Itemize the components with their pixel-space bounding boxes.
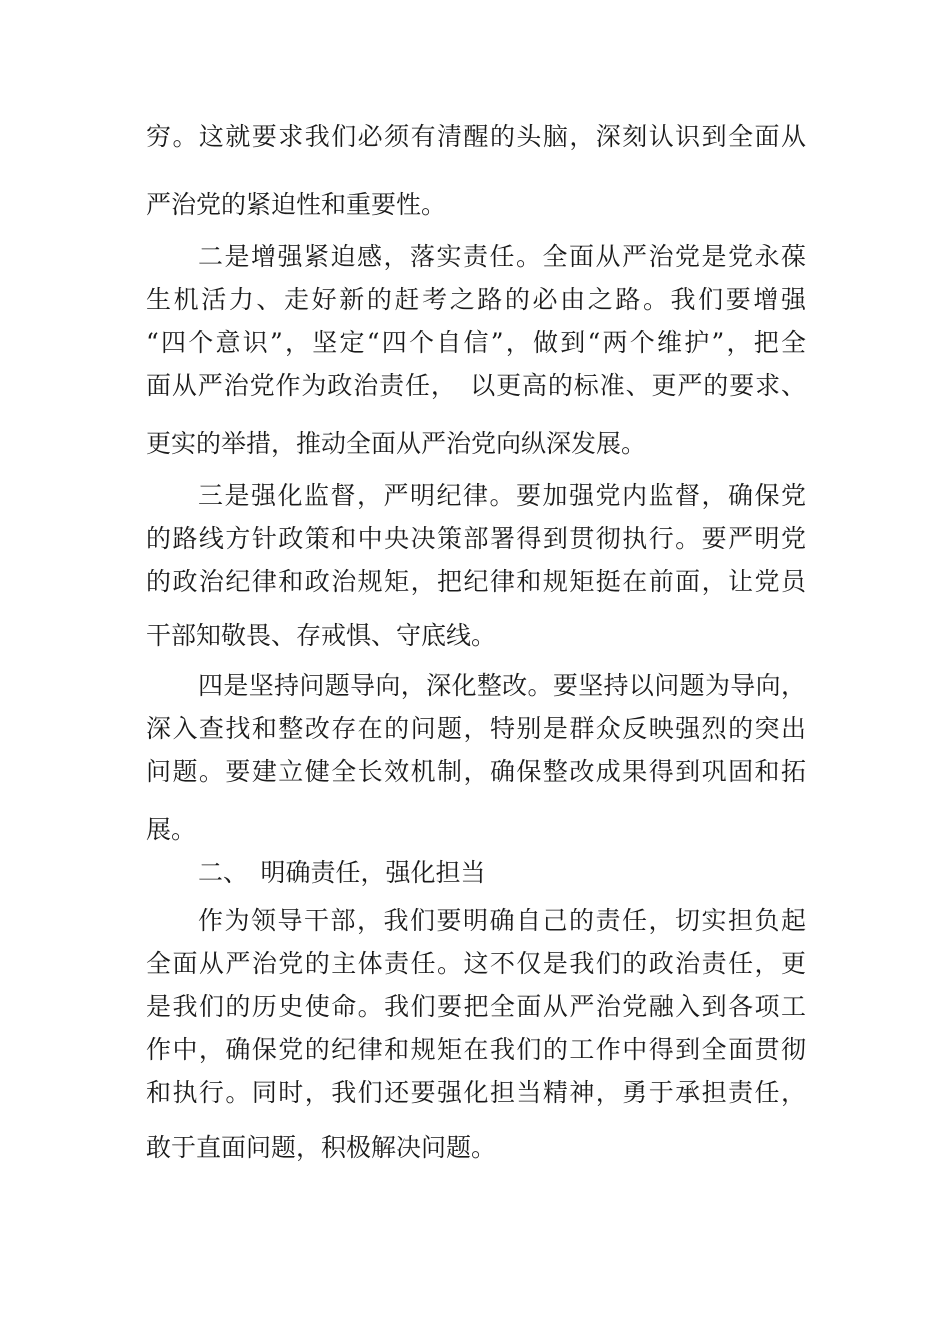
paragraph-line: 和执行。同时，我们还要强化担当精神，勇于承担责任， [146,1078,806,1107]
paragraph-line: “四个意识”，坚定“四个自信”，做到“两个维护”，把全 [146,328,806,357]
paragraph-line: 作为领导干部，我们要明确自己的责任，切实担负起 [198,906,806,935]
paragraph-line: 干部知敬畏、存戒惧、守底线。 [146,621,497,650]
paragraph-line: 严治党的紧迫性和重要性。 [146,190,447,219]
paragraph-line: 深入查找和整改存在的问题，特别是群众反映强烈的突出 [146,714,806,743]
paragraph-line: 的路线方针政策和中央决策部署得到贯彻执行。要严明党 [146,524,806,553]
paragraph-line: 问题。要建立健全长效机制，确保整改成果得到巩固和拓 [146,757,806,786]
paragraph-line: 生机活力、走好新的赶考之路的必由之路。我们要增强 [146,285,806,314]
paragraph-line: 更实的举措，推动全面从严治党向纵深发展。 [146,429,647,458]
paragraph-line: 是我们的历史使命。我们要把全面从严治党融入到各项工 [146,992,806,1021]
paragraph-line: 敢于直面问题，积极解决问题。 [146,1133,497,1162]
paragraph-line: 全面从严治党的主体责任。这不仅是我们的政治责任，更 [146,949,806,978]
paragraph-line: 三是强化监督，严明纪律。要加强党内监督，确保党 [198,481,806,510]
paragraph-line: 展。 [146,815,197,844]
paragraph-line: 穷。这就要求我们必须有清醒的头脑，深刻认识到全面从 [146,122,806,151]
paragraph-line: 作中，确保党的纪律和规矩在我们的工作中得到全面贯彻 [146,1035,806,1064]
section-heading: 二、 明确责任，强化担当 [198,858,486,887]
paragraph-line: 的政治纪律和政治规矩，把纪律和规矩挺在前面，让党员 [146,567,806,596]
paragraph-line: 四是坚持问题导向，深化整改。要坚持以问题为导向， [198,671,806,700]
paragraph-line: 面从严治党作为政治责任， 以更高的标准、更严的要求、 [146,371,806,400]
paragraph-line: 二是增强紧迫感，落实责任。全面从严治党是党永葆 [198,242,806,271]
